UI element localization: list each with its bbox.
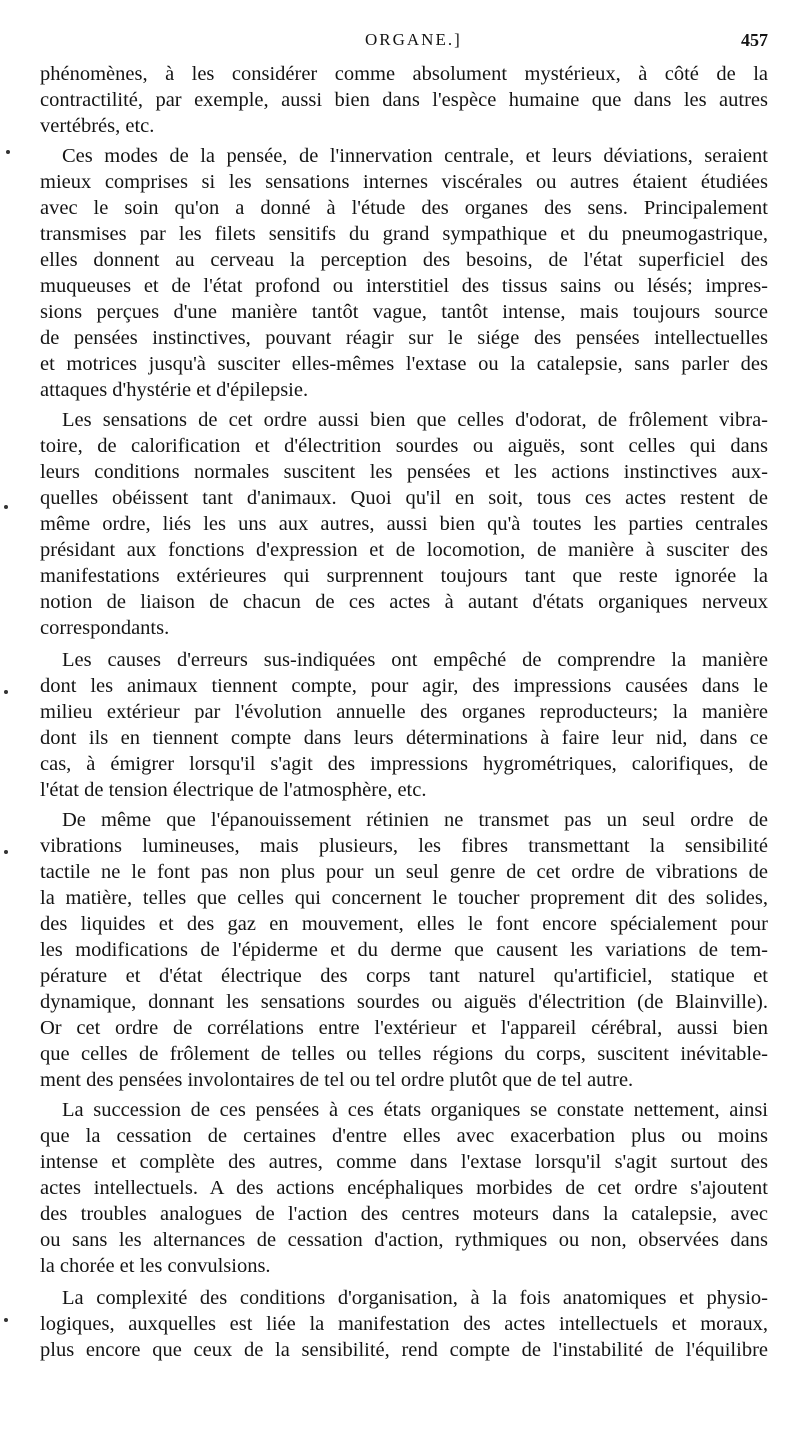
running-title: ORGANE.] <box>365 30 462 49</box>
margin-speck <box>4 505 8 509</box>
text-line: correspondants. <box>40 617 170 639</box>
text-line: intense et complète des autres, comme dans l'extase lorsqu'il s'agit surtout des <box>40 1151 768 1173</box>
text-line: plus encore que ceux de la sensibilité, rend compte de l'instabilité de l'équilibre <box>40 1339 768 1361</box>
text-line: dont les animaux tiennent compte, pour agir, des impressions causées dans le <box>40 675 768 697</box>
text-line: ou sans les alternances de cessation d'action, rythmiques ou non, observées dans <box>40 1229 768 1251</box>
text-line: les modifications de l'épiderme et du derme que causent les variations de tem- <box>40 939 768 961</box>
text-line: que celles de frôlement de telles ou telles régions du corps, suscitent inévitable- <box>40 1043 768 1065</box>
text-line: avec le soin qu'on a donné à l'étude des organes des sens. Principalement <box>40 197 768 219</box>
text-line: présidant aux fonctions d'expression et de locomotion, de manière à susciter des <box>40 539 768 561</box>
text-line: phénomènes, à les considérer comme absolument mystérieux, à côté de la <box>40 63 768 85</box>
text-line: dont ils en tiennent compte dans leurs déterminations à faire leur nid, dans ce <box>40 727 768 749</box>
text-line: cas, à émigrer lorsqu'il s'agit des impressions hygrométriques, calorifiques, de <box>40 753 768 775</box>
text-line: sions perçues d'une manière tantôt vague, tantôt intense, mais toujours source <box>40 301 768 323</box>
text-line: vibrations lumineuses, mais plusieurs, les fibres transmettant la sensibilité <box>40 835 768 857</box>
text-line: et motrices jusqu'à susciter elles-mêmes l'extase ou la catalepsie, sans parler des <box>40 353 768 375</box>
text-line: manifestations extérieures qui surprennent toujours tant que reste ignorée la <box>40 565 768 587</box>
text-line: l'état de tension électrique de l'atmosphère, etc. <box>40 779 427 801</box>
text-line: quelles obéissent tant d'animaux. Quoi qu'il en soit, tous ces actes restent de <box>40 487 768 509</box>
text-line: la chorée et les convulsions. <box>40 1255 271 1277</box>
text-line: muqueuses et de l'état profond ou interstitiel des tissus sains ou lésés; impres- <box>40 275 768 297</box>
text-line: De même que l'épanouissement rétinien ne transmet pas un seul ordre de <box>62 809 768 831</box>
page-header <box>40 30 768 54</box>
text-line: que la cessation de certaines d'entre elles avec exacerbation plus ou moins <box>40 1125 768 1147</box>
text-line: Les causes d'erreurs sus-indiquées ont empêché de comprendre la manière <box>62 649 768 671</box>
text-line: Or cet ordre de corrélations entre l'extérieur et l'appareil cérébral, aussi bien <box>40 1017 768 1039</box>
text-line: vertébrés, etc. <box>40 115 155 137</box>
margin-speck <box>6 150 10 154</box>
page-number: 457 <box>741 30 768 50</box>
margin-speck <box>4 1318 8 1322</box>
margin-speck <box>4 850 8 854</box>
text-line: de pensées instinctives, pouvant réagir sur le siége des pensées intellectuelles <box>40 327 768 349</box>
text-line: dynamique, donnant les sensations sourdes ou aiguës d'électrition (de Blainville). <box>40 991 768 1013</box>
text-line: transmises par les filets sensitifs du grand sympathique et du pneumogastrique, <box>40 223 768 245</box>
margin-speck <box>4 690 8 694</box>
text-line: La succession de ces pensées à ces états organiques se constate nettement, ainsi <box>62 1099 768 1121</box>
text-line: pérature et d'état électrique des corps tant naturel qu'artificiel, statique et <box>40 965 768 987</box>
text-line: attaques d'hystérie et d'épilepsie. <box>40 379 309 401</box>
text-line: Ces modes de la pensée, de l'innervation centrale, et leurs déviations, seraient <box>62 145 768 167</box>
text-line: des troubles analogues de l'action des centres moteurs dans la catalepsie, avec <box>40 1203 768 1225</box>
text-line: logiques, auxquelles est liée la manifestation des actes intellectuels et moraux, <box>40 1313 768 1335</box>
text-line: des liquides et des gaz en mouvement, elles le font encore spécialement pour <box>40 913 768 935</box>
text-line: La complexité des conditions d'organisation, à la fois anatomiques et physio- <box>62 1287 768 1309</box>
text-line: milieu extérieur par l'évolution annuelle des organes reproducteurs; la manière <box>40 701 768 723</box>
text-line: ment des pensées involontaires de tel ou tel ordre plutôt que de tel autre. <box>40 1069 634 1091</box>
text-line: la matière, telles que celles qui concernent le toucher proprement dit des solides, <box>40 887 768 909</box>
text-line: mieux comprises si les sensations internes viscérales ou autres étaient étudiées <box>40 171 768 193</box>
text-line: elles donnent au cerveau la perception des besoins, de l'état superficiel des <box>40 249 768 271</box>
text-line: contractilité, par exemple, aussi bien dans l'espèce humaine que dans les autres <box>40 89 768 111</box>
text-line: actes intellectuels. A des actions encéphaliques morbides de cet ordre s'ajoutent <box>40 1177 768 1199</box>
text-line: même ordre, liés les uns aux autres, aussi bien qu'à toutes les parties centrales <box>40 513 768 535</box>
text-line: toire, de calorification et d'électrition sourdes ou aiguës, sont celles qui dans <box>40 435 768 457</box>
text-line: notion de liaison de chacun de ces actes à autant d'états organiques nerveux <box>40 591 768 613</box>
text-line: tactile ne le font pas non plus pour un seul genre de cet ordre de vibrations de <box>40 861 768 883</box>
text-line: Les sensations de cet ordre aussi bien que celles d'odorat, de frôlement vibra- <box>62 409 768 431</box>
text-line: leurs conditions normales suscitent les pensées et les actions instinctives aux- <box>40 461 768 483</box>
